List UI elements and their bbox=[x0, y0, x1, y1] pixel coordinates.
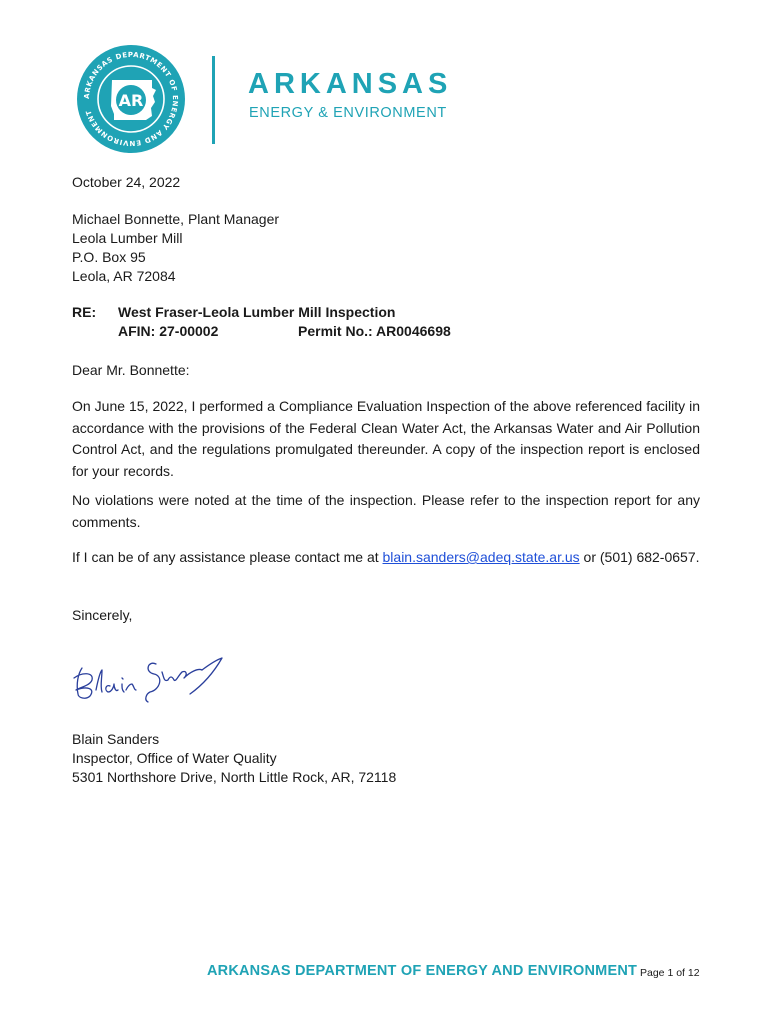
signer-address: 5301 Northshore Drive, North Little Rock, AR, 72118 bbox=[72, 769, 397, 785]
letter-date: October 24, 2022 bbox=[72, 174, 181, 190]
re-afin: AFIN: 27-00002 bbox=[118, 323, 219, 339]
letterhead-divider bbox=[212, 56, 215, 144]
re-permit: Permit No.: AR0046698 bbox=[298, 323, 451, 339]
svg-text:ARKANSAS DEPARTMENT OF ENERGY: ARKANSAS DEPARTMENT OF ENERGY AND ENVIRONMENT bbox=[82, 50, 180, 148]
recipient-line: Michael Bonnette, Plant Manager bbox=[72, 211, 280, 227]
body-paragraph: No violations were noted at the time of the inspection. Please refer to the inspection report for any comments. bbox=[72, 492, 700, 530]
brand-subtitle: ENERGY & ENVIRONMENT bbox=[249, 105, 447, 121]
contact-text-before: If I can be of any assistance please contact me at bbox=[72, 549, 383, 565]
adee-seal-logo bbox=[76, 44, 186, 154]
recipient-line: P.O. Box 95 bbox=[72, 249, 146, 265]
recipient-line: Leola Lumber Mill bbox=[72, 230, 183, 246]
closing: Sincerely, bbox=[72, 607, 133, 623]
salutation: Dear Mr. Bonnette: bbox=[72, 362, 190, 378]
re-ids bbox=[118, 323, 451, 339]
contact-email-link[interactable]: blain.sanders@adeq.state.ar.us bbox=[382, 549, 580, 565]
re-label: RE: bbox=[72, 304, 97, 320]
signer-name: Blain Sanders bbox=[72, 731, 160, 747]
handwritten-signature bbox=[64, 642, 232, 708]
seal-ar-mark: AR bbox=[118, 91, 144, 110]
contact-line bbox=[72, 548, 700, 567]
footer-organization: ARKANSAS DEPARTMENT OF ENERGY AND ENVIRONMENT bbox=[207, 963, 638, 979]
re-subject: West Fraser-Leola Lumber Mill Inspection bbox=[118, 304, 396, 320]
page-number: Page 1 of 12 bbox=[640, 967, 700, 979]
signer-title: Inspector, Office of Water Quality bbox=[72, 750, 277, 766]
brand-name: ARKANSAS bbox=[248, 68, 453, 100]
contact-text-after: or (501) 682-0657. bbox=[579, 549, 700, 565]
recipient-line: Leola, AR 72084 bbox=[72, 268, 176, 284]
body-paragraph: On June 15, 2022, I performed a Compliance Evaluation Inspection of the above referenced facility in accordance with the provisions of the Federal Clean Water Act, the Arkansas Water and Air Pollution Control Act, and the regulations promulgated thereunder. A copy of the inspection report is enclosed for your records. bbox=[72, 398, 700, 479]
